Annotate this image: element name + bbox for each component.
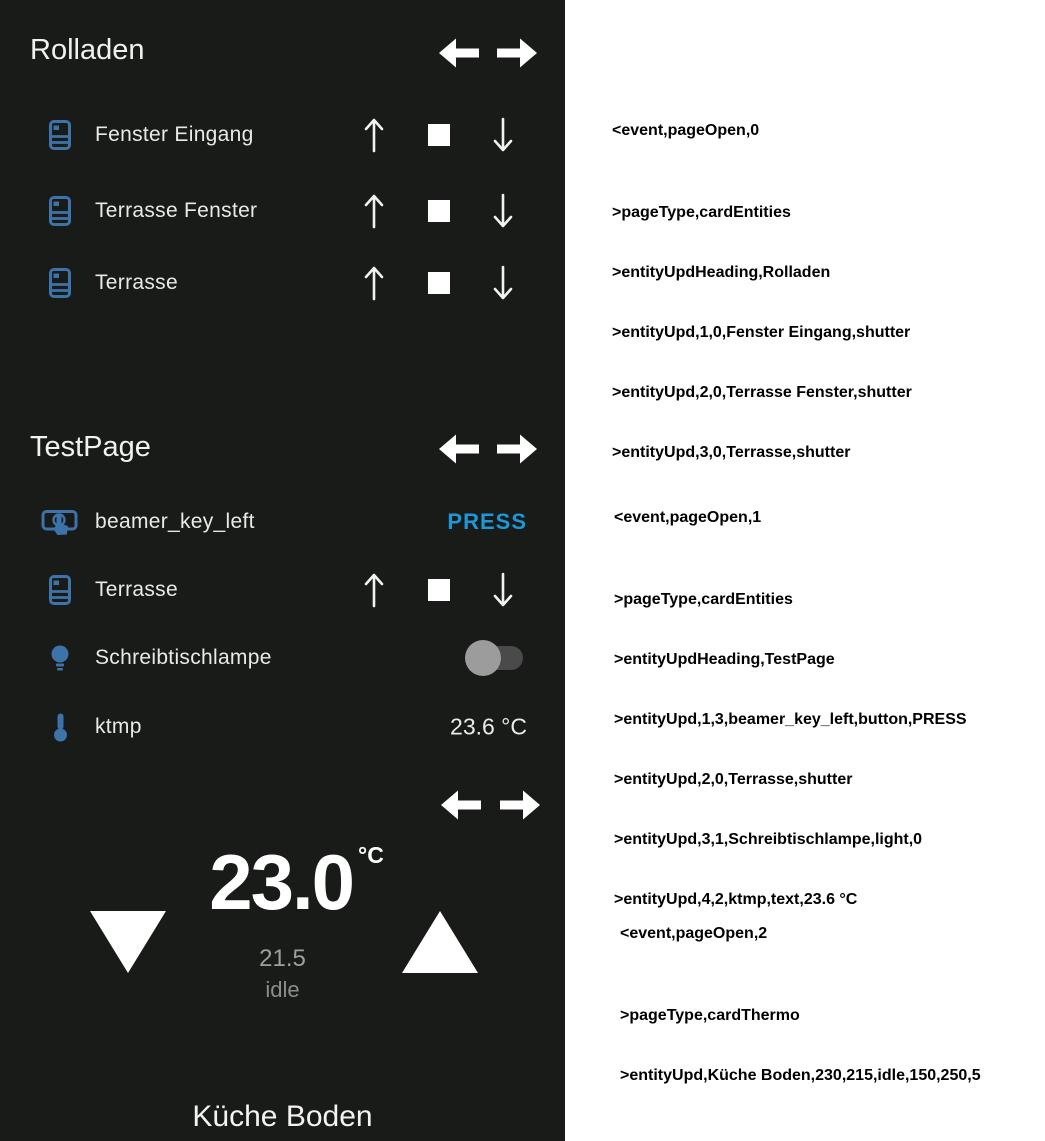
shutter-up-button[interactable] xyxy=(357,116,391,154)
shutter-down-button[interactable] xyxy=(486,192,520,230)
shutter-up-button[interactable] xyxy=(357,571,391,609)
serial-event-line: <event,pageOpen,0 xyxy=(612,122,760,139)
shutter-stop-button[interactable] xyxy=(428,272,450,294)
thermostat-title: Küche Boden xyxy=(192,1100,373,1133)
target-temperature: 21.5 xyxy=(259,945,306,972)
serial-event-line: <event,pageOpen,1 xyxy=(614,509,762,526)
entity-row-terrasse-fenster xyxy=(0,175,565,247)
serial-line: >entityUpd,4,2,ktmp,text,23.6 °C xyxy=(614,891,858,908)
entity-label: Terrasse xyxy=(95,271,178,294)
serial-line: >entityUpd,1,3,beamer_key_left,button,PRESS xyxy=(614,711,967,728)
serial-line: >entityUpd,1,0,Fenster Eingang,shutter xyxy=(612,324,911,341)
serial-line: >entityUpd,2,0,Terrasse,shutter xyxy=(614,771,853,788)
entity-row-terrasse xyxy=(0,554,565,626)
thermometer-icon xyxy=(38,712,82,742)
hvac-state: idle xyxy=(265,977,300,1002)
entity-label: ktmp xyxy=(95,715,142,738)
window-shutter-icon xyxy=(38,575,82,605)
nav-next-icon[interactable] xyxy=(497,434,538,464)
serial-line: >pageType,cardEntities xyxy=(612,204,791,221)
entity-label: Terrasse Fenster xyxy=(95,199,258,222)
entity-row-beamer-key-left xyxy=(0,486,565,558)
serial-log-block-page1 xyxy=(614,468,967,950)
lightbulb-icon xyxy=(38,644,82,672)
serial-log-block-page0 xyxy=(612,81,912,503)
entity-label: Fenster Eingang xyxy=(95,123,254,146)
entity-row-terrasse xyxy=(0,247,565,319)
nav-prev-icon[interactable] xyxy=(438,38,479,68)
window-shutter-icon xyxy=(38,120,82,150)
entity-label: beamer_key_left xyxy=(95,510,255,533)
press-button[interactable]: PRESS xyxy=(447,509,527,534)
entity-label: Schreibtischlampe xyxy=(95,646,272,669)
nav-next-icon[interactable] xyxy=(500,790,541,820)
serial-line: >entityUpdHeading,TestPage xyxy=(614,651,835,668)
serial-log-block-page2 xyxy=(620,884,981,1126)
toggle-knob xyxy=(465,640,501,676)
shutter-up-button[interactable] xyxy=(357,264,391,302)
nav-next-icon[interactable] xyxy=(497,38,538,68)
shutter-stop-button[interactable] xyxy=(428,579,450,601)
shutter-stop-button[interactable] xyxy=(428,124,450,146)
serial-line: >entityUpd,Küche Boden,230,215,idle,150,250,5 xyxy=(620,1067,981,1084)
shutter-down-button[interactable] xyxy=(486,571,520,609)
serial-line: >entityUpdHeading,Rolladen xyxy=(612,264,831,281)
temperature-unit: °C xyxy=(358,842,384,868)
shutter-down-button[interactable] xyxy=(486,264,520,302)
entity-row-fenster-eingang xyxy=(0,99,565,171)
serial-line: >pageType,cardEntities xyxy=(614,591,793,608)
serial-event-line: <event,pageOpen,2 xyxy=(620,925,768,942)
shutter-stop-button[interactable] xyxy=(428,200,450,222)
window-shutter-icon xyxy=(38,196,82,226)
card-heading-testpage: TestPage xyxy=(30,431,151,463)
temperature-value: 23.6 °C xyxy=(450,713,527,740)
entity-row-schreibtischlampe xyxy=(0,622,565,694)
current-temperature-value: 23.0 xyxy=(209,838,353,926)
window-shutter-icon xyxy=(38,268,82,298)
entity-label: Terrasse xyxy=(95,578,178,601)
entity-row-ktmp xyxy=(0,691,565,763)
card-heading-rolladen: Rolladen xyxy=(30,34,145,66)
serial-line: >entityUpd,2,0,Terrasse Fenster,shutter xyxy=(612,384,912,401)
serial-line: >pageType,cardThermo xyxy=(620,1007,800,1024)
gesture-tap-button-icon xyxy=(38,506,82,538)
serial-line: >entityUpd,3,1,Schreibtischlampe,light,0 xyxy=(614,831,923,848)
nav-prev-icon[interactable] xyxy=(438,434,479,464)
nav-prev-icon[interactable] xyxy=(440,790,481,820)
shutter-up-button[interactable] xyxy=(357,192,391,230)
serial-line: >entityUpd,3,0,Terrasse,shutter xyxy=(612,444,851,461)
shutter-down-button[interactable] xyxy=(486,116,520,154)
light-toggle-switch[interactable] xyxy=(467,646,523,670)
